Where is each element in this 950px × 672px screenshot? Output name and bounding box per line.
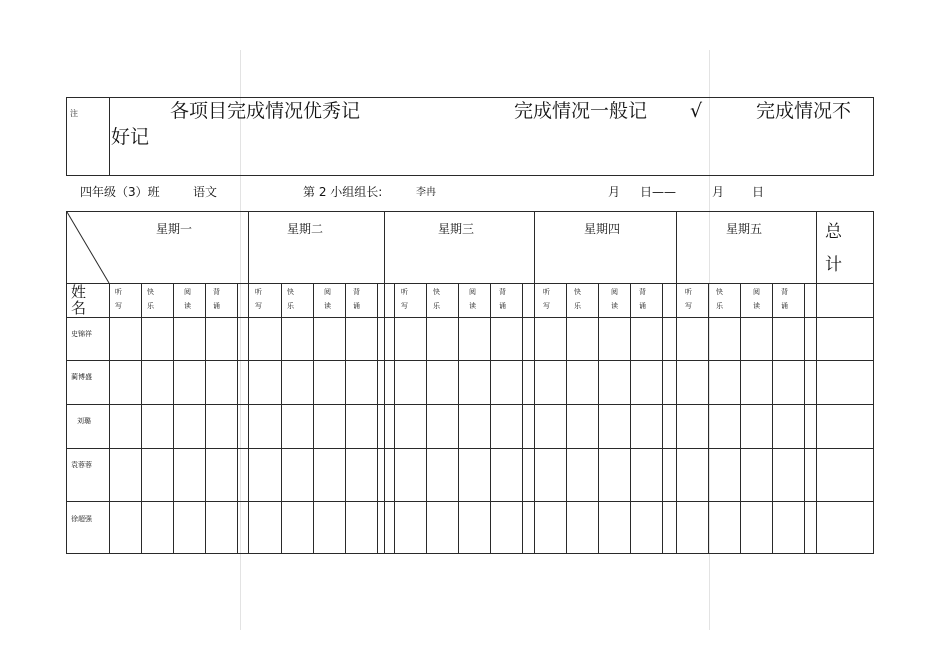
subject-label: 语文	[193, 185, 218, 199]
subject-header-recitation: 背诵	[213, 288, 220, 310]
subject-header-dictation: 听写	[685, 288, 692, 310]
student-name: 徐超强	[71, 515, 92, 523]
group-label: 第 2 小组组长:	[303, 185, 383, 199]
student-name: 蔺博盛	[71, 373, 92, 381]
day-header-thursday: 星期四	[584, 222, 621, 236]
end-day-label: 日	[752, 185, 765, 199]
subject-header-reading: 阅读	[753, 288, 760, 310]
end-month-label: 月	[712, 185, 725, 199]
check-mark: √	[690, 100, 703, 122]
subject-header-reading: 阅读	[469, 288, 476, 310]
subject-header-fun: 快乐	[433, 288, 440, 310]
subject-header-recitation: 背诵	[781, 288, 788, 310]
student-name: 袁蓉蓉	[71, 461, 92, 469]
subject-header-dictation: 听写	[255, 288, 262, 310]
day-header-wednesday: 星期三	[438, 222, 475, 236]
class-label: 四年级（3）班	[80, 185, 160, 199]
note-average-text: 完成情况一般记	[514, 100, 648, 122]
subject-header-fun: 快乐	[287, 288, 294, 310]
note-poor-text: 完成情况不	[756, 100, 852, 122]
total-header: 总计	[825, 222, 842, 275]
subject-header-dictation: 听写	[543, 288, 550, 310]
subject-header-fun: 快乐	[716, 288, 723, 310]
subject-header-reading: 阅读	[611, 288, 618, 310]
student-name: 刘璐	[77, 417, 91, 425]
subject-header-dictation: 听写	[115, 288, 122, 310]
note-label: 注	[70, 109, 78, 118]
background-page-outline	[240, 50, 710, 630]
group-leader-name: 李冉	[416, 187, 436, 198]
subject-header-reading: 阅读	[184, 288, 191, 310]
subject-header-fun: 快乐	[574, 288, 581, 310]
start-month-label: 月	[608, 185, 621, 199]
subject-header-reading: 阅读	[324, 288, 331, 310]
subject-header-recitation: 背诵	[499, 288, 506, 310]
day-header-friday: 星期五	[726, 222, 763, 236]
subject-header-fun: 快乐	[147, 288, 154, 310]
diagonal-header-line	[66, 211, 111, 284]
note-excellent-text: 各项目完成情况优秀记	[170, 100, 361, 122]
subject-header-recitation: 背诵	[353, 288, 360, 310]
start-day-label: 日——	[640, 185, 677, 199]
name-header: 姓名	[71, 283, 87, 317]
student-name: 史锦祥	[71, 330, 92, 338]
day-header-monday: 星期一	[156, 222, 193, 236]
subject-header-dictation: 听写	[401, 288, 408, 310]
subject-header-recitation: 背诵	[639, 288, 646, 310]
day-header-tuesday: 星期二	[287, 222, 324, 236]
note-poor-text-cont: 好记	[111, 126, 150, 148]
